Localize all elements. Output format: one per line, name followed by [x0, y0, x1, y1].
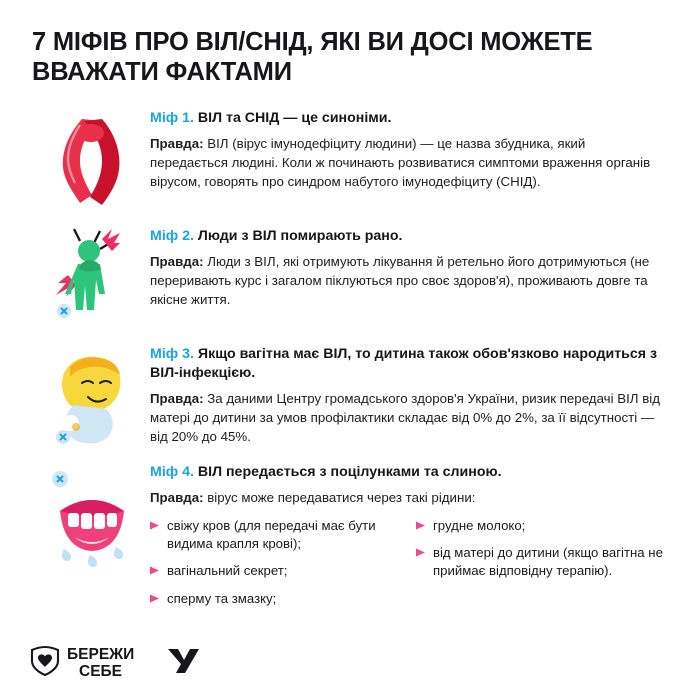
myth-4-truth-label: Правда: — [150, 490, 204, 506]
list-item — [150, 562, 398, 580]
myth-4-number: Міф 4. — [150, 464, 194, 481]
brand-logo-text — [67, 647, 134, 679]
brand-line-2: СЕБЕ — [79, 662, 123, 680]
list-item — [150, 517, 398, 553]
brand-line-1: БЕРЕЖИ — [67, 646, 135, 664]
myth-3-truth-label: Правда: — [150, 390, 204, 406]
green-person-icon — [30, 221, 150, 333]
list-item — [416, 517, 664, 535]
myth-1-text — [150, 103, 670, 192]
myth-2-text — [150, 221, 670, 310]
myth-2-truth-text: Люди з ВІЛ, які отримують лікування й ретельно його дотримуються (не переривають курс і загалом піклуються про своє здоров'я), проживають довге та якісне життя. — [150, 254, 650, 307]
pregnant-woman-icon — [30, 339, 150, 451]
myth-block-4 — [30, 457, 670, 617]
list-item-label: від матері до дитини (якщо вагітна не приймає відповідну терапію). — [433, 545, 663, 579]
myth-4-heading: ВІЛ передається з поцілунками та слиною. — [197, 464, 502, 481]
myth-1-truth-text: ВІЛ (вірус імунодефіциту людини) — це назва збудника, який передається людині. Коли ж починають розвиватися симптоми враження органів вірусом, говорять про синдром набутого імунодефіциту (СНІД). — [150, 136, 651, 189]
myth-1-heading: ВІЛ та СНІД — це синоніми. — [197, 110, 392, 127]
mouth-icon — [30, 457, 150, 587]
list-item-label: свіжу кров (для передачі має бути видима крапля крові); — [167, 517, 376, 552]
list-item — [416, 544, 664, 580]
myth-4-text — [150, 457, 670, 617]
transmission-fluids-list — [150, 517, 664, 617]
myth-block-2 — [30, 221, 670, 333]
myth-3-number: Міф 3. — [150, 346, 194, 363]
myth-4-truth-text: вірус може передаватися через такі рідини: — [207, 490, 476, 506]
myth-block-3 — [30, 339, 670, 451]
arrow-icon — [150, 590, 167, 604]
myth-2-heading: Люди з ВІЛ помирають рано. — [197, 228, 403, 245]
myth-2-number: Міф 2. — [150, 228, 194, 245]
myth-3-truth-text: За даними Центру громадського здоров'я України, ризик передачі ВІЛ від матері до дитини за умов профілактики складає від 0% до 2%, за її відсутності — від 20% до 45%. — [150, 390, 661, 444]
heart-shield-icon — [30, 645, 60, 682]
list-item-label: сперму та змазку; — [167, 590, 277, 606]
fluids-column-right — [416, 517, 664, 617]
ukraine-check-logo — [166, 646, 200, 681]
arrow-icon — [416, 544, 433, 558]
red-ribbon-icon — [30, 103, 150, 215]
list-item-label: вагінальний секрет; — [167, 563, 288, 579]
myth-1-truth-label: Правда: — [150, 136, 204, 152]
myth-3-heading: Якщо вагітна має ВІЛ, то дитина також обов'язково народиться з ВІЛ-інфекцією. — [150, 346, 658, 382]
arrow-icon — [416, 517, 433, 531]
list-item — [150, 590, 398, 608]
footer — [30, 645, 200, 682]
myth-3-text — [150, 339, 670, 446]
brand-logo — [30, 645, 134, 682]
myth-1-number: Міф 1. — [150, 110, 194, 127]
list-item-label: грудне молоко; — [433, 517, 526, 533]
myth-block-1 — [30, 103, 670, 215]
page-title: 7 МІФІВ ПРО ВІЛ/СНІД, ЯКІ ВИ ДОСІ МОЖЕТЕ ВВАЖАТИ ФАКТАМИ — [32, 28, 593, 86]
arrow-icon — [150, 562, 167, 576]
myth-2-truth-label: Правда: — [150, 254, 204, 270]
fluids-column-left — [150, 517, 398, 617]
arrow-icon — [150, 517, 167, 531]
